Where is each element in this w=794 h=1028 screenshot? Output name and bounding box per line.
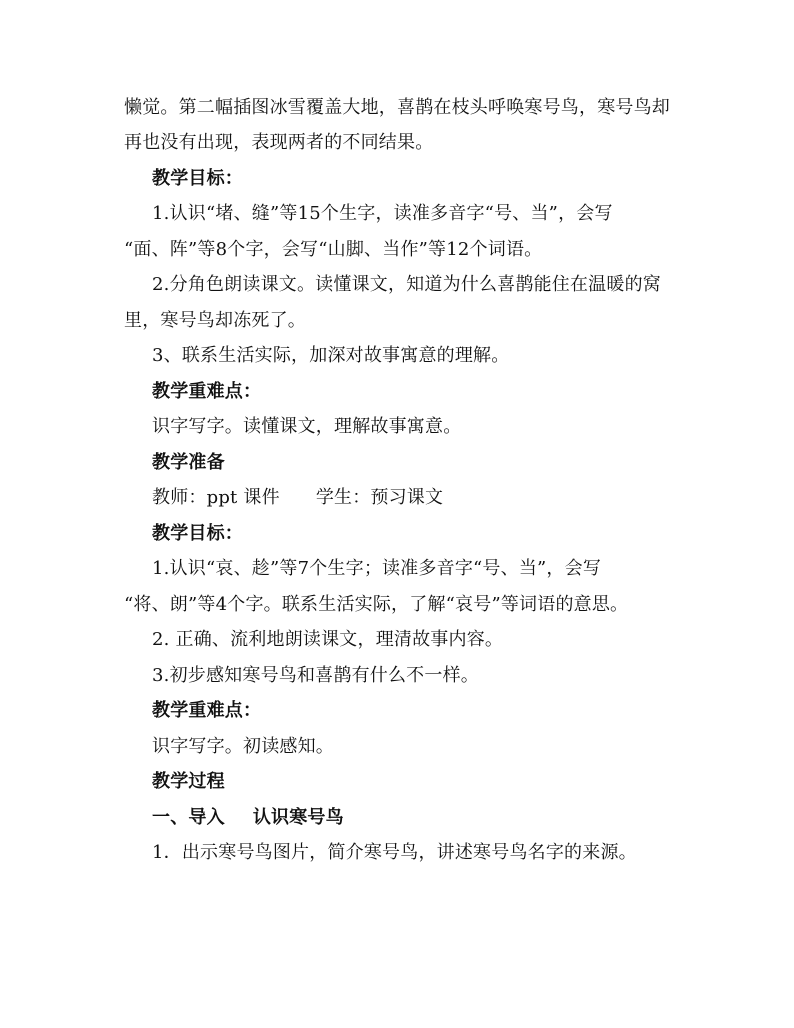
objective-item: 2.分角色朗读课文。读懂课文，知道为什么喜鹊能住在温暖的窝 [152,274,661,295]
paragraph-line: 识字写字。读懂课文，理解故事寓意。 [152,416,462,437]
subsection-heading [152,806,344,830]
student-preparation: 学生：预习课文 [315,487,444,508]
paragraph-line: 识字写字。初读感知。 [152,736,334,757]
step-subtitle: 认识寒号鸟 [252,807,344,828]
objective-item: 3.初步感知寒号鸟和喜鹊有什么不一样。 [152,665,479,686]
objective-item-continuation: 里，寒号鸟却冻死了。 [124,310,306,331]
section-heading: 教学过程 [152,771,225,792]
section-heading: 教学准备 [152,452,225,473]
section-heading: 教学目标： [152,523,243,544]
section-heading: 教学重难点： [152,381,262,402]
procedure-item: 1．出示寒号鸟图片，简介寒号鸟，讲述寒号鸟名字的来源。 [152,842,637,863]
teacher-preparation: 教师：ppt 课件 [152,487,280,508]
objective-item: 2. 正确、流利地朗读课文，理清故事内容。 [152,629,504,650]
preparation-line [152,486,443,510]
paragraph-line: 再也没有出现，表现两者的不同结果。 [124,132,434,153]
objective-item-continuation: “面、阵”等8个字，会写“山脚、当作”等12个词语。 [124,239,543,260]
section-heading: 教学重难点： [152,700,262,721]
objective-item: 1.认识“哀、趁”等7个生字；读准多音字“号、当”，会写 [152,558,602,579]
paragraph-line: 懒觉。第二幅插图冰雪覆盖大地，喜鹊在枝头呼唤寒号鸟，寒号鸟却 [124,97,670,118]
section-heading: 教学目标： [152,168,243,189]
objective-item-continuation: “将、朗”等4个字。联系生活实际，了解“哀号”等词语的意思。 [124,594,629,615]
objective-item: 1.认识“堵、缝”等15个生字，读准多音字“号、当”，会写 [152,203,613,224]
step-title: 一、导入 [152,807,225,828]
objective-item: 3、联系生活实际，加深对故事寓意的理解。 [152,345,510,366]
